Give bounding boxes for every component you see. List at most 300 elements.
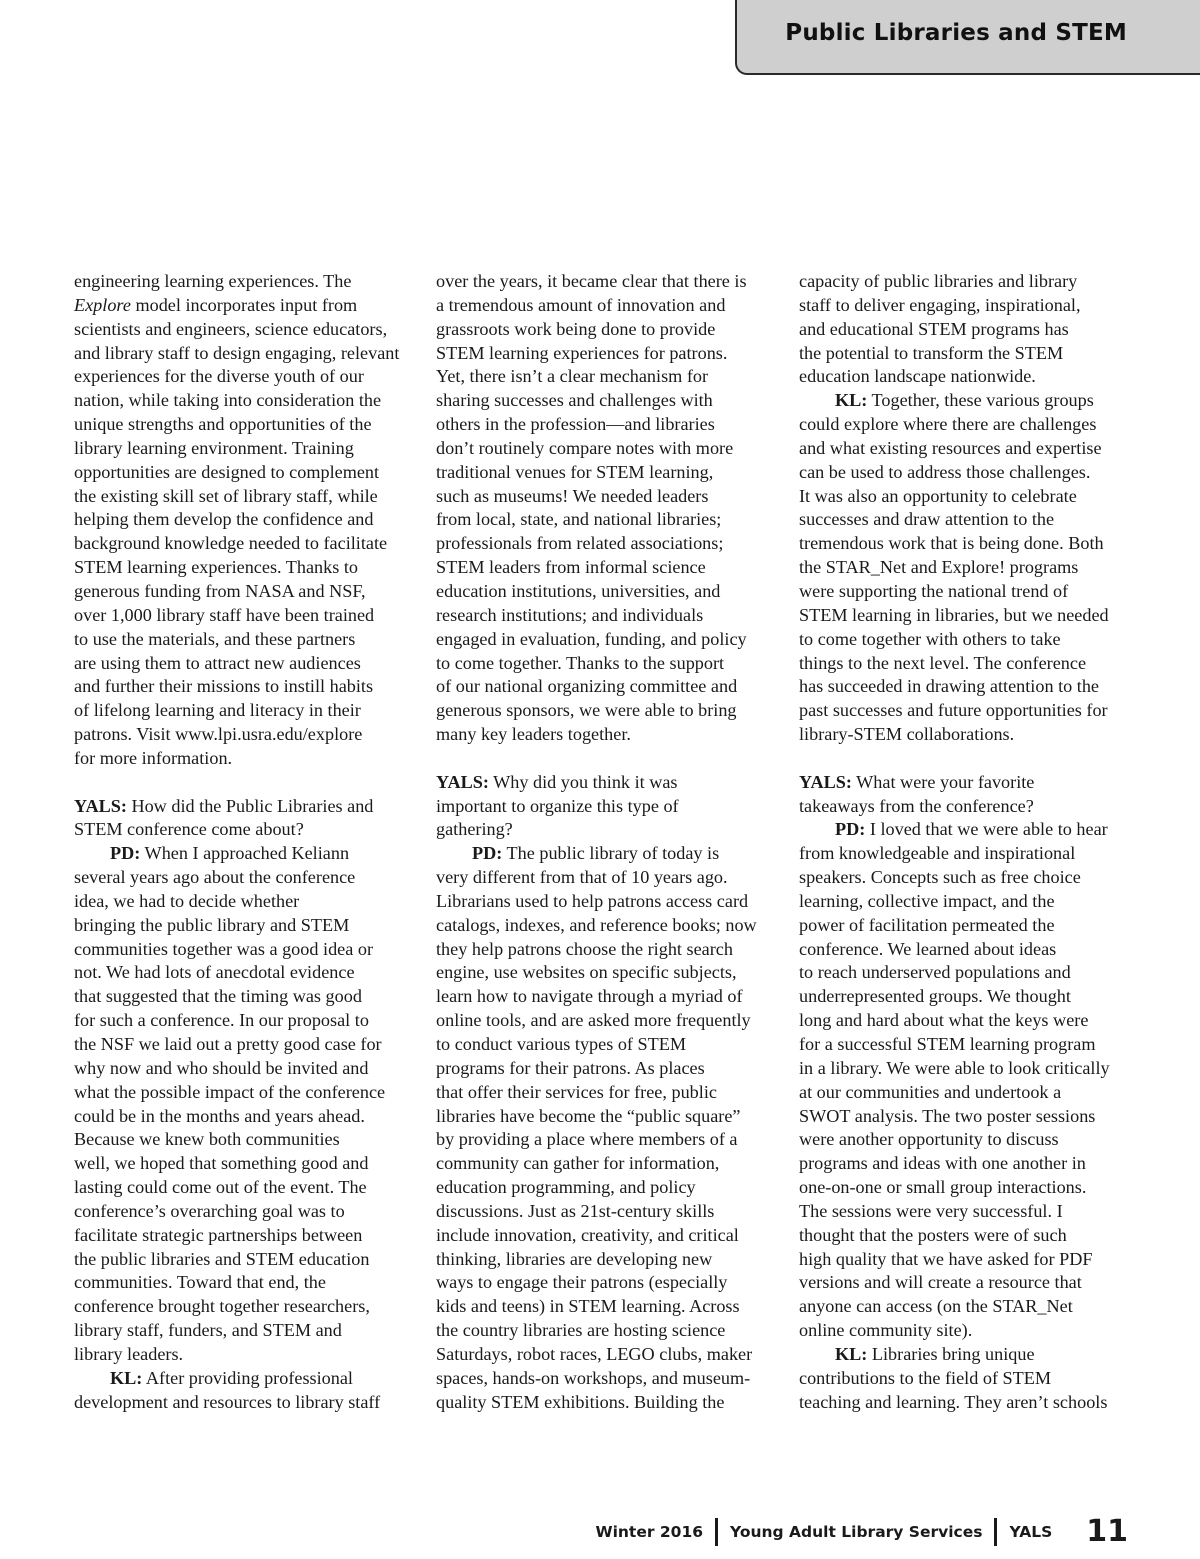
text-run: quality STEM exhibitions. Building the: [436, 1391, 725, 1412]
text-run: sharing successes and challenges with: [436, 390, 713, 411]
text-line: [799, 556, 1139, 580]
text-run: education programming, and policy: [436, 1177, 696, 1198]
text-line: [799, 318, 1139, 342]
text-run: long and hard about what the keys were: [799, 1010, 1089, 1031]
text-line: [436, 1271, 776, 1295]
text-run: has succeeded in drawing attention to the: [799, 676, 1099, 697]
text-run: discussions. Just as 21st-century skills: [436, 1200, 715, 1221]
text-line: [436, 294, 776, 318]
text-run: opportunities are designed to complement: [74, 461, 380, 482]
text-run: thinking, libraries are developing new: [436, 1248, 713, 1269]
text-line: [436, 461, 776, 485]
text-line: [799, 389, 1139, 413]
text-line: [436, 413, 776, 437]
text-run: from knowledgeable and inspirational: [799, 843, 1076, 864]
text-run: for more information.: [74, 747, 233, 768]
text-run: learn how to navigate through a myriad of: [436, 986, 743, 1007]
text-run: generous funding from NASA and NSF,: [74, 580, 366, 601]
text-run: could be in the months and years ahead.: [74, 1105, 365, 1126]
text-line: [799, 628, 1139, 652]
paragraph-gap: [799, 747, 1139, 771]
text-line: [436, 437, 776, 461]
text-line: [74, 485, 414, 509]
text-run: important to organize this type of: [436, 795, 679, 816]
text-line: [74, 914, 414, 938]
text-line: [436, 818, 776, 842]
text-line: [799, 914, 1139, 938]
text-run: can be used to address those challenges.: [799, 461, 1091, 482]
text-line: [436, 1009, 776, 1033]
text-run: the NSF we laid out a pretty good case for: [74, 1034, 382, 1054]
text-line: [799, 485, 1139, 509]
text-line: [436, 365, 776, 389]
text-line: [436, 914, 776, 938]
text-run: scientists and engineers, science educators,: [74, 318, 388, 339]
text-line: [436, 842, 776, 866]
text-line: [436, 985, 776, 1009]
text-run: that suggested that the timing was good: [74, 986, 362, 1007]
text-run: capacity of public libraries and library: [799, 271, 1078, 291]
text-line: [436, 628, 776, 652]
italic-text: Explore: [74, 294, 131, 315]
text-run: to reach underserved populations and: [799, 962, 1071, 983]
text-run: and educational STEM programs has: [799, 318, 1069, 339]
text-line: [436, 1391, 776, 1415]
text-run: professionals from related associations;: [436, 533, 724, 554]
text-line: [436, 1200, 776, 1224]
text-run: could explore where there are challenges: [799, 414, 1097, 435]
footer-abbrev: YALS: [1009, 1523, 1053, 1541]
text-run: Libraries bring unique: [867, 1343, 1035, 1364]
text-line: [74, 628, 414, 652]
text-line: [74, 938, 414, 962]
text-run: staff to deliver engaging, inspirational,: [799, 294, 1081, 315]
text-run: spaces, hands-on workshops, and museum-: [436, 1367, 751, 1388]
text-run: why now and who should be invited and: [74, 1057, 369, 1078]
text-line: [436, 1343, 776, 1367]
text-line: [799, 461, 1139, 485]
text-line: [74, 1009, 414, 1033]
text-line: [74, 985, 414, 1009]
text-line: [799, 890, 1139, 914]
text-line: [74, 1224, 414, 1248]
text-line: [799, 1391, 1139, 1415]
text-run: successes and draw attention to the: [799, 509, 1055, 530]
text-line: [74, 795, 414, 819]
text-line: [436, 1295, 776, 1319]
text-run: conference brought together researchers,: [74, 1296, 370, 1317]
text-run: others in the profession—and libraries: [436, 414, 715, 435]
text-run: were another opportunity to discuss: [799, 1129, 1059, 1150]
text-line: [74, 1152, 414, 1176]
text-line: [74, 318, 414, 342]
text-line: [436, 1152, 776, 1176]
text-line: [799, 961, 1139, 985]
text-line: [74, 890, 414, 914]
page-footer: [595, 1516, 1128, 1548]
text-run: were supporting the national trend of: [799, 580, 1069, 601]
text-line: [74, 270, 414, 294]
text-line: [436, 1248, 776, 1272]
text-run: engaged in evaluation, funding, and policy: [436, 628, 747, 649]
text-run: Librarians used to help patrons access card: [436, 890, 749, 911]
text-line: [74, 1248, 414, 1272]
text-line: [74, 723, 414, 747]
text-run: a tremendous amount of innovation and: [436, 294, 726, 315]
text-line: [74, 342, 414, 366]
text-run: the potential to transform the STEM: [799, 342, 1064, 363]
text-run: conference’s overarching goal was to: [74, 1200, 345, 1221]
text-line: [799, 1271, 1139, 1295]
text-run: to conduct various types of STEM: [436, 1034, 687, 1054]
text-run: of lifelong learning and literacy in their: [74, 700, 361, 721]
text-run: communities together was a good idea or: [74, 938, 374, 959]
text-line: [74, 1033, 414, 1057]
text-line: [74, 1391, 414, 1415]
text-line: [799, 1057, 1139, 1081]
text-line: [799, 723, 1139, 747]
article-column-2: [436, 270, 776, 1415]
text-line: [74, 461, 414, 485]
text-line: [799, 580, 1139, 604]
text-run: The public library of today is: [502, 843, 720, 864]
text-line: [436, 1105, 776, 1129]
section-header-tab: [735, 0, 1200, 75]
text-line: [74, 508, 414, 532]
text-line: [799, 652, 1139, 676]
text-run: well, we hoped that something good and: [74, 1153, 369, 1174]
text-line: [436, 1033, 776, 1057]
text-line: [436, 1128, 776, 1152]
text-run: several years ago about the conference: [74, 867, 356, 888]
text-run: over the years, it became clear that there is: [436, 271, 747, 291]
text-line: [74, 413, 414, 437]
text-line: [74, 675, 414, 699]
text-run: tremendous work that is being done. Both: [799, 533, 1104, 554]
text-run: and further their missions to instill habits: [74, 676, 374, 697]
text-line: [436, 652, 776, 676]
text-line: [436, 1176, 776, 1200]
text-line: [436, 389, 776, 413]
text-run: many key leaders together.: [436, 724, 631, 745]
text-run: patrons. Visit www.lpi.usra.edu/explore: [74, 724, 363, 745]
text-line: [799, 1176, 1139, 1200]
footer-divider: [994, 1518, 997, 1546]
text-line: [74, 437, 414, 461]
text-run: library learning environment. Training: [74, 437, 354, 458]
text-run: to come together with others to take: [799, 628, 1061, 649]
text-run: teaching and learning. They aren’t schools: [799, 1391, 1108, 1412]
text-run: engine, use websites on specific subjects,: [436, 962, 737, 983]
text-line: [74, 1176, 414, 1200]
text-run: to use the materials, and these partners: [74, 628, 356, 649]
text-run: and what existing resources and expertise: [799, 437, 1102, 458]
text-run: helping them develop the confidence and: [74, 509, 374, 530]
text-run: one-on-one or small group interactions.: [799, 1177, 1087, 1198]
speaker-label: KL:: [110, 1367, 143, 1388]
text-line: [436, 699, 776, 723]
text-run: from local, state, and national libraries;: [436, 509, 722, 530]
text-run: After providing professional: [142, 1367, 353, 1388]
text-line: [436, 556, 776, 580]
text-line: [74, 294, 414, 318]
text-run: are using them to attract new audiences: [74, 652, 361, 673]
text-line: [799, 1009, 1139, 1033]
text-line: [436, 1057, 776, 1081]
text-run: very different from that of 10 years ago.: [436, 867, 728, 888]
speaker-label: YALS:: [799, 771, 852, 792]
text-run: learning, collective impact, and the: [799, 890, 1055, 911]
text-line: [74, 1057, 414, 1081]
text-line: [799, 1295, 1139, 1319]
text-run: generous sponsors, we were able to bring: [436, 700, 737, 721]
text-line: [74, 652, 414, 676]
text-line: [436, 1319, 776, 1343]
text-run: STEM learning in libraries, but we needed: [799, 604, 1109, 625]
text-run: traditional venues for STEM learning,: [436, 461, 714, 482]
speaker-label: YALS:: [74, 795, 127, 816]
text-run: research institutions; and individuals: [436, 604, 704, 625]
text-run: such as museums! We needed leaders: [436, 485, 709, 506]
text-run: thought that the posters were of such: [799, 1224, 1067, 1245]
text-line: [74, 1271, 414, 1295]
text-run: STEM leaders from informal science: [436, 557, 706, 578]
text-run: communities. Toward that end, the: [74, 1272, 326, 1293]
text-run: model incorporates input from: [130, 294, 358, 315]
text-run: in a library. We were able to look critically: [799, 1057, 1110, 1078]
text-line: [799, 1224, 1139, 1248]
text-run: over 1,000 library staff have been trained: [74, 604, 375, 625]
text-run: power of facilitation permeated the: [799, 914, 1055, 935]
text-run: that offer their services for free, public: [436, 1081, 717, 1102]
text-run: nation, while taking into consideration the: [74, 390, 382, 411]
text-run: education institutions, universities, and: [436, 580, 721, 601]
text-line: [436, 342, 776, 366]
text-run: online tools, and are asked more frequently: [436, 1010, 751, 1031]
text-run: education landscape nationwide.: [799, 366, 1036, 387]
text-run: SWOT analysis. The two poster sessions: [799, 1105, 1096, 1126]
text-line: [799, 818, 1139, 842]
speaker-label: KL:: [835, 1343, 868, 1364]
text-run: don’t routinely compare notes with more: [436, 437, 734, 458]
speaker-label: KL:: [835, 390, 868, 411]
text-line: [799, 1128, 1139, 1152]
text-line: [799, 1367, 1139, 1391]
text-run: facilitate strategic partnerships between: [74, 1224, 363, 1245]
text-line: [436, 866, 776, 890]
paragraph-gap: [436, 747, 776, 771]
text-line: [799, 342, 1139, 366]
text-run: high quality that we have asked for PDF: [799, 1248, 1093, 1269]
section-title: Public Libraries and STEM: [785, 20, 1127, 46]
text-line: [74, 1319, 414, 1343]
speaker-label: YALS:: [436, 771, 489, 792]
text-line: [799, 413, 1139, 437]
paragraph-gap: [74, 771, 414, 795]
text-run: library staff, funders, and STEM and: [74, 1320, 342, 1341]
text-run: at our communities and undertook a: [799, 1081, 1062, 1102]
text-run: for a successful STEM learning program: [799, 1034, 1096, 1054]
text-run: I loved that we were able to hear: [865, 819, 1108, 840]
text-run: past successes and future opportunities for: [799, 700, 1108, 721]
footer-issue: Winter 2016: [595, 1523, 704, 1541]
text-line: [799, 437, 1139, 461]
text-line: [74, 866, 414, 890]
text-line: [799, 532, 1139, 556]
text-line: [436, 580, 776, 604]
text-line: [74, 699, 414, 723]
text-run: STEM conference come about?: [74, 819, 304, 840]
text-run: lasting could come out of the event. The: [74, 1177, 367, 1198]
footer-publication: Young Adult Library Services: [730, 1523, 983, 1541]
text-run: they help patrons choose the right search: [436, 938, 733, 959]
text-line: [74, 365, 414, 389]
text-run: community can gather for information,: [436, 1153, 720, 1174]
text-line: [74, 818, 414, 842]
text-run: the STAR_Net and Explore! programs: [799, 557, 1079, 578]
speaker-label: PD:: [835, 819, 866, 840]
text-line: [436, 723, 776, 747]
page-number: 11: [1086, 1514, 1128, 1549]
text-run: libraries have become the “public square”: [436, 1105, 741, 1126]
text-run: Saturdays, robot races, LEGO clubs, maker: [436, 1343, 753, 1364]
text-line: [799, 1319, 1139, 1343]
text-line: [799, 771, 1139, 795]
text-line: [799, 795, 1139, 819]
text-line: [74, 1200, 414, 1224]
text-run: bringing the public library and STEM: [74, 914, 350, 935]
text-line: [74, 961, 414, 985]
text-run: catalogs, indexes, and reference books; now: [436, 914, 757, 935]
text-line: [436, 938, 776, 962]
text-run: How did the Public Libraries and: [126, 795, 374, 816]
text-run: speakers. Concepts such as free choice: [799, 867, 1081, 888]
text-run: What were your favorite: [851, 771, 1035, 792]
text-run: of our national organizing committee and: [436, 676, 738, 697]
text-line: [74, 556, 414, 580]
text-run: engineering learning experiences. The: [74, 271, 352, 291]
text-line: [799, 938, 1139, 962]
text-line: [799, 508, 1139, 532]
text-run: It was also an opportunity to celebrate: [799, 485, 1077, 506]
text-line: [799, 842, 1139, 866]
text-run: conference. We learned about ideas: [799, 938, 1057, 959]
text-run: STEM learning experiences. Thanks to: [74, 557, 359, 578]
text-run: ways to engage their patrons (especially: [436, 1272, 728, 1293]
text-run: not. We had lots of anecdotal evidence: [74, 962, 355, 983]
text-line: [74, 1105, 414, 1129]
text-line: [799, 1033, 1139, 1057]
text-line: [74, 842, 414, 866]
text-line: [436, 771, 776, 795]
text-run: programs and ideas with one another in: [799, 1153, 1086, 1174]
text-run: online community site).: [799, 1320, 973, 1341]
text-run: anyone can access (on the STAR_Net: [799, 1296, 1073, 1317]
text-line: [74, 389, 414, 413]
text-line: [799, 270, 1139, 294]
text-run: Yet, there isn’t a clear mechanism for: [436, 366, 709, 387]
text-run: versions and will create a resource that: [799, 1272, 1082, 1293]
text-run: takeaways from the conference?: [799, 795, 1034, 816]
text-line: [436, 604, 776, 628]
text-run: library leaders.: [74, 1343, 184, 1364]
text-line: [436, 485, 776, 509]
footer-divider: [715, 1518, 718, 1546]
text-run: Together, these various groups: [867, 390, 1094, 411]
text-run: unique strengths and opportunities of the: [74, 414, 372, 435]
text-run: underrepresented groups. We thought: [799, 986, 1071, 1007]
text-line: [799, 1152, 1139, 1176]
text-run: idea, we had to decide whether: [74, 890, 300, 911]
text-run: and library staff to design engaging, relevant: [74, 342, 400, 363]
text-run: include innovation, creativity, and critical: [436, 1224, 739, 1245]
text-run: The sessions were very successful. I: [799, 1200, 1063, 1221]
text-run: by providing a place where members of a: [436, 1129, 738, 1150]
article-column-1: [74, 270, 414, 1415]
text-line: [799, 866, 1139, 890]
text-line: [74, 580, 414, 604]
text-line: [436, 961, 776, 985]
text-run: contributions to the field of STEM: [799, 1367, 1052, 1388]
text-line: [74, 1081, 414, 1105]
text-run: for such a conference. In our proposal to: [74, 1010, 369, 1031]
text-run: experiences for the diverse youth of our: [74, 366, 364, 387]
text-run: Why did you think it was: [488, 771, 678, 792]
text-run: grassroots work being done to provide: [436, 318, 716, 339]
text-line: [799, 985, 1139, 1009]
text-run: the public libraries and STEM education: [74, 1248, 370, 1269]
text-line: [74, 1128, 414, 1152]
text-line: [74, 747, 414, 771]
text-run: STEM learning experiences for patrons.: [436, 342, 728, 363]
text-line: [799, 1343, 1139, 1367]
text-line: [436, 318, 776, 342]
text-line: [799, 365, 1139, 389]
text-line: [436, 532, 776, 556]
text-run: development and resources to library staff: [74, 1391, 381, 1412]
text-run: the existing skill set of library staff, while: [74, 485, 378, 506]
text-line: [799, 1105, 1139, 1129]
text-line: [799, 604, 1139, 628]
text-run: library-STEM collaborations.: [799, 724, 1015, 745]
text-line: [74, 1295, 414, 1319]
text-line: [74, 1343, 414, 1367]
text-run: things to the next level. The conference: [799, 652, 1087, 673]
text-run: programs for their patrons. As places: [436, 1057, 705, 1078]
speaker-label: PD:: [472, 843, 503, 864]
text-run: When I approached Keliann: [140, 843, 350, 864]
text-line: [799, 699, 1139, 723]
text-line: [436, 675, 776, 699]
text-line: [799, 675, 1139, 699]
text-run: Because we knew both communities: [74, 1129, 340, 1150]
text-line: [436, 270, 776, 294]
text-line: [799, 1081, 1139, 1105]
speaker-label: PD:: [110, 843, 141, 864]
text-run: background knowledge needed to facilitate: [74, 533, 388, 554]
text-line: [799, 1200, 1139, 1224]
text-run: what the possible impact of the conference: [74, 1081, 386, 1102]
text-line: [436, 890, 776, 914]
text-line: [74, 1367, 414, 1391]
text-run: gathering?: [436, 819, 513, 840]
text-line: [74, 532, 414, 556]
text-line: [799, 294, 1139, 318]
text-line: [436, 795, 776, 819]
text-line: [436, 1081, 776, 1105]
text-line: [436, 508, 776, 532]
text-run: kids and teens) in STEM learning. Across: [436, 1296, 740, 1317]
